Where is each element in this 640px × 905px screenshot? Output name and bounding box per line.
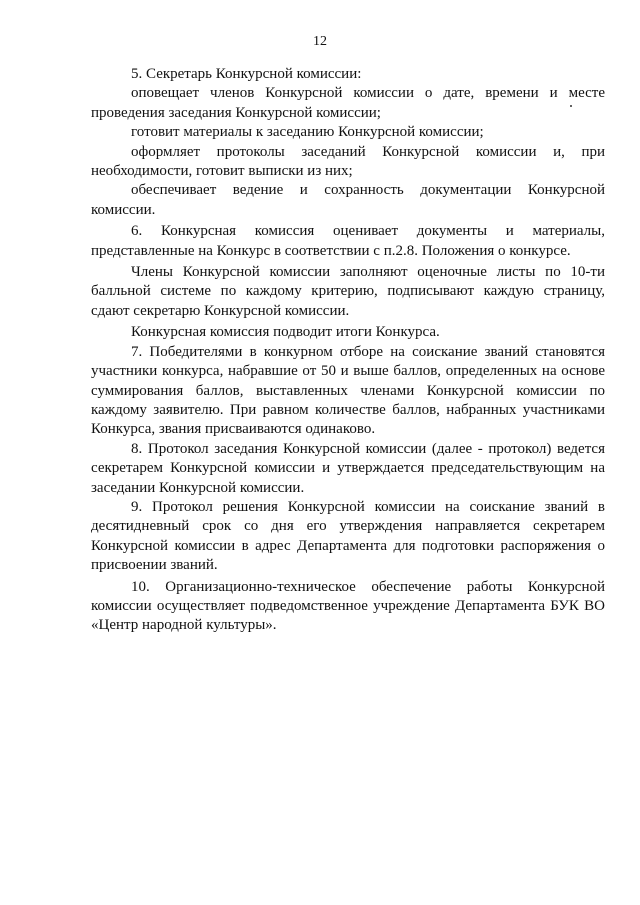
paragraph-6: 6. Конкурсная комиссия оценивает документы и материалы, представленные на Конкурс в соответствии с п.2.8. Положения о конкурсе. <box>91 223 605 259</box>
paragraph-8: 8. Протокол заседания Конкурсной комиссии (далее - протокол) ведется секретарем Конкурсной комиссии и утверждается председательствующим на заседании Конкурсной комиссии. <box>91 440 605 496</box>
paragraph-6-scoring: Члены Конкурсной комиссии заполняют оценочные листы по 10-ти балльной системе по каждому критерию, подписывают каждую страницу, сдают секретарю Конкурсной комиссии. <box>91 264 605 319</box>
paragraph-10: 10. Организационно-техническое обеспечение работы Конкурсной комиссии осуществляет подведомственное учреждение Департамента БУК ВО «Центр народной культуры». <box>91 578 605 634</box>
page-number: 12 <box>313 34 327 49</box>
paragraph-6-summary: Конкурсная комиссия подводит итоги Конкурса. <box>131 324 440 341</box>
paragraph-5-duty-notify: оповещает членов Конкурсной комиссии о дате, времени и месте проведения заседания Конкурсной комиссии; <box>91 85 605 121</box>
paragraph-5-heading: 5. Секретарь Конкурсной комиссии: <box>131 66 362 82</box>
paragraph-7: 7. Победителями в конкурном отборе на соискание званий становятся участники конкурса, набравшие от 50 и выше баллов, определенных на основе суммирования баллов, выставленных членами Конкурсной комиссии по каждому заявителю. При равном количестве баллов, набранных участниками Конкурса, звания присваиваются одинаково. <box>91 343 605 438</box>
paragraph-5-duty-protocols: оформляет протоколы заседаний Конкурсной комиссии и, при необходимости, готовит выписки из них; <box>91 143 605 180</box>
paragraph-9: 9. Протокол решения Конкурсной комиссии на соискание званий в десятидневный срок со дня его утверждения направляется секретарем Конкурсной комиссии в адрес Департамента для подготовки распоряжения о присвоении званий. <box>91 498 605 574</box>
document-body <box>91 65 605 636</box>
paragraph-5-duty-records: обеспечивает ведение и сохранность документации Конкурсной комиссии. <box>91 182 605 218</box>
paragraph-5-duty-prepare: готовит материалы к заседанию Конкурсной комиссии; <box>131 124 484 141</box>
